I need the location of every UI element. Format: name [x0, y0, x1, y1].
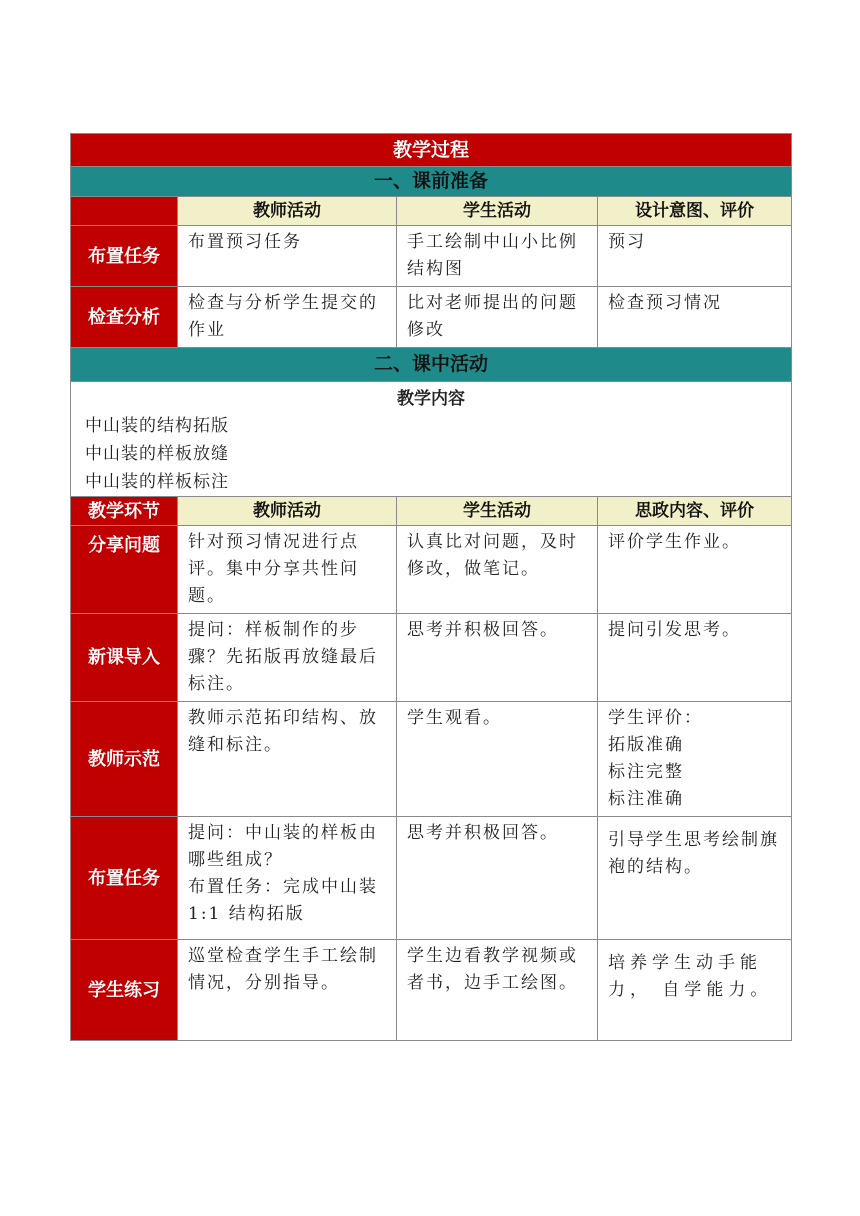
- eval-cell: [598, 817, 792, 940]
- teacher-cell: [178, 526, 397, 614]
- lesson-process-table: [70, 133, 791, 1041]
- cell-text: 学生边看教学视频或者书，边手工绘图。: [407, 946, 578, 993]
- cell-text: 提问引发思考。: [608, 620, 741, 640]
- cell-text: 教师示范拓印结构、放缝和标注。: [188, 708, 378, 755]
- row-label: 新课导入: [71, 614, 178, 702]
- table-row: [71, 702, 792, 817]
- teacher-cell: [178, 702, 397, 817]
- student-cell: [397, 702, 598, 817]
- header-student: 学生活动: [397, 197, 598, 226]
- cell-text: 思考并积极回答。: [407, 823, 559, 843]
- content-line: 中山装的结构拓版: [85, 416, 229, 436]
- cell-text: 标注完整: [608, 762, 684, 782]
- table-row: [71, 940, 792, 1041]
- cell-text: 标注准确: [608, 789, 684, 809]
- row-label: 布置任务: [71, 817, 178, 940]
- cell-text: 提问：样板制作的步骤？先拓版再放缝最后标注。: [188, 620, 378, 694]
- teacher-cell: [178, 817, 397, 940]
- teaching-content: [71, 382, 792, 497]
- row-label: 分享问题: [71, 526, 178, 614]
- cell-text: 针对预习情况进行点评。集中分享共性问题。: [188, 532, 359, 606]
- eval-cell: [598, 614, 792, 702]
- content-line: 中山装的样板放缝: [85, 444, 229, 464]
- student-cell: 手工绘制中山小比例结构图: [397, 226, 598, 287]
- student-cell: [397, 940, 598, 1041]
- header-teacher: 教师活动: [178, 497, 397, 526]
- cell-text: 拓版准确: [608, 735, 684, 755]
- cell-text: 评价学生作业。: [608, 532, 741, 552]
- blank-corner: [71, 197, 178, 226]
- table-row: [71, 817, 792, 940]
- student-cell: 比对老师提出的问题修改: [397, 287, 598, 348]
- student-cell: [397, 526, 598, 614]
- header-eval: 思政内容、评价: [598, 497, 792, 526]
- cell-text: 认真比对问题，及时修改，做笔记。: [407, 532, 578, 579]
- design-cell: 预习: [598, 226, 792, 287]
- table-title: 教学过程: [71, 134, 792, 167]
- student-cell: [397, 817, 598, 940]
- teacher-cell: 布置预习任务: [178, 226, 397, 287]
- eval-cell: [598, 940, 792, 1041]
- header-student: 学生活动: [397, 497, 598, 526]
- row-label: 布置任务: [71, 226, 178, 287]
- section2-heading: 二、课中活动: [71, 348, 792, 382]
- table-row: [71, 526, 792, 614]
- cell-text: 引导学生思考绘制旗袍的结构。: [608, 830, 779, 877]
- cell-text: 提问：中山装的样板由哪些组成？: [188, 823, 378, 870]
- row-label: 教师示范: [71, 702, 178, 817]
- cell-text: 学生评价：: [608, 708, 703, 728]
- table-row: [71, 614, 792, 702]
- table-row: [71, 226, 792, 287]
- table-row: [71, 287, 792, 348]
- header-stage: 教学环节: [71, 497, 178, 526]
- section1-heading: 一、课前准备: [71, 167, 792, 197]
- eval-cell: [598, 526, 792, 614]
- cell-text: 思考并积极回答。: [407, 620, 559, 640]
- content-title: 教学内容: [397, 389, 465, 409]
- header-teacher: 教师活动: [178, 197, 397, 226]
- teacher-cell: 检查与分析学生提交的作业: [178, 287, 397, 348]
- cell-text: 培养学生动手能力， 自学能力。: [608, 953, 773, 1000]
- cell-text: 布置任务：完成中山装1:1 结构拓版: [188, 877, 378, 924]
- row-label: 检查分析: [71, 287, 178, 348]
- row-label: 学生练习: [71, 940, 178, 1041]
- design-cell: 检查预习情况: [598, 287, 792, 348]
- eval-cell: [598, 702, 792, 817]
- cell-text: 巡堂检查学生手工绘制情况，分别指导。: [188, 946, 378, 993]
- cell-text: 学生观看。: [407, 708, 502, 728]
- teacher-cell: [178, 614, 397, 702]
- header-design: 设计意图、评价: [598, 197, 792, 226]
- content-line: 中山装的样板标注: [85, 472, 229, 492]
- teacher-cell: [178, 940, 397, 1041]
- student-cell: [397, 614, 598, 702]
